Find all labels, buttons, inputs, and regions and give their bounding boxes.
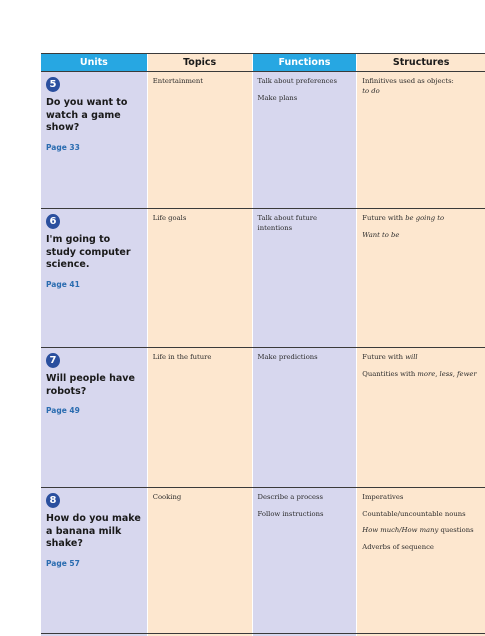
function-item: Make plans [257,93,298,102]
unit-page-link[interactable]: Page 33 [46,142,80,152]
unit-page-link[interactable]: Page 41 [46,279,80,289]
topic-text: Entertainment [152,77,204,85]
structure-item: Infinitives used as objects: to do [362,77,454,95]
header-topics: Topics [148,54,252,71]
unit-number-badge: 6 [46,214,60,229]
unit-cell [41,348,147,487]
structure-item: Future with be going to [362,214,445,222]
header-units: Units [41,54,147,71]
unit-page-link[interactable]: Page 49 [46,406,80,415]
structures-cell [357,348,485,487]
unit-title: Do you want to watch a game show? [46,97,128,133]
functions-cell [253,348,357,487]
structure-item: Quantities with more, less, fewer [362,369,477,378]
table-row [41,347,485,487]
unit-title: Will people have robots? [46,373,135,397]
unit-cell [41,488,147,636]
unit-title: I'm going to study computer science. [46,234,131,270]
functions-cell [253,72,357,208]
structure-item: Future with will [362,353,418,361]
function-item: Follow instructions [257,509,324,518]
unit-cell [41,72,147,208]
topic-cell [148,488,252,636]
syllabus-table [41,53,485,636]
function-item: Make predictions [257,353,318,361]
unit-page-link[interactable]: Page 57 [46,558,80,568]
function-item: Talk about future intentions [257,214,318,232]
functions-cell [253,488,357,636]
unit-title: How do you make a banana milk shake? [46,513,141,549]
topic-cell [148,72,252,208]
function-item: Talk about preferences [257,77,337,85]
function-item: Describe a process [257,493,323,501]
structures-cell [357,209,485,347]
table-bottom-rule [41,633,485,634]
table-header-row [41,53,485,71]
unit-number-badge: 5 [46,77,60,92]
topic-text: Life in the future [152,353,212,361]
topic-cell [148,348,252,487]
topic-text: Cooking [152,493,182,501]
structures-cell [357,72,485,208]
topic-text: Life goals [152,214,187,222]
structure-item: Imperatives [362,493,404,501]
header-functions: Functions [253,54,357,71]
table-row [41,208,485,347]
unit-number-badge: 7 [46,353,60,368]
unit-cell [41,209,147,347]
functions-cell [253,209,357,347]
structure-item: Countable/uncountable nouns [362,509,466,518]
unit-number-badge: 8 [46,493,60,508]
structures-cell [357,488,485,636]
table-row [41,71,485,208]
table-row [41,487,485,636]
header-structures: Structures [357,54,485,71]
structure-item: Want to be [362,230,400,239]
structure-item: Adverbs of sequence [362,542,434,551]
topic-cell [148,209,252,347]
structure-item: How much/How many questions [362,526,474,534]
